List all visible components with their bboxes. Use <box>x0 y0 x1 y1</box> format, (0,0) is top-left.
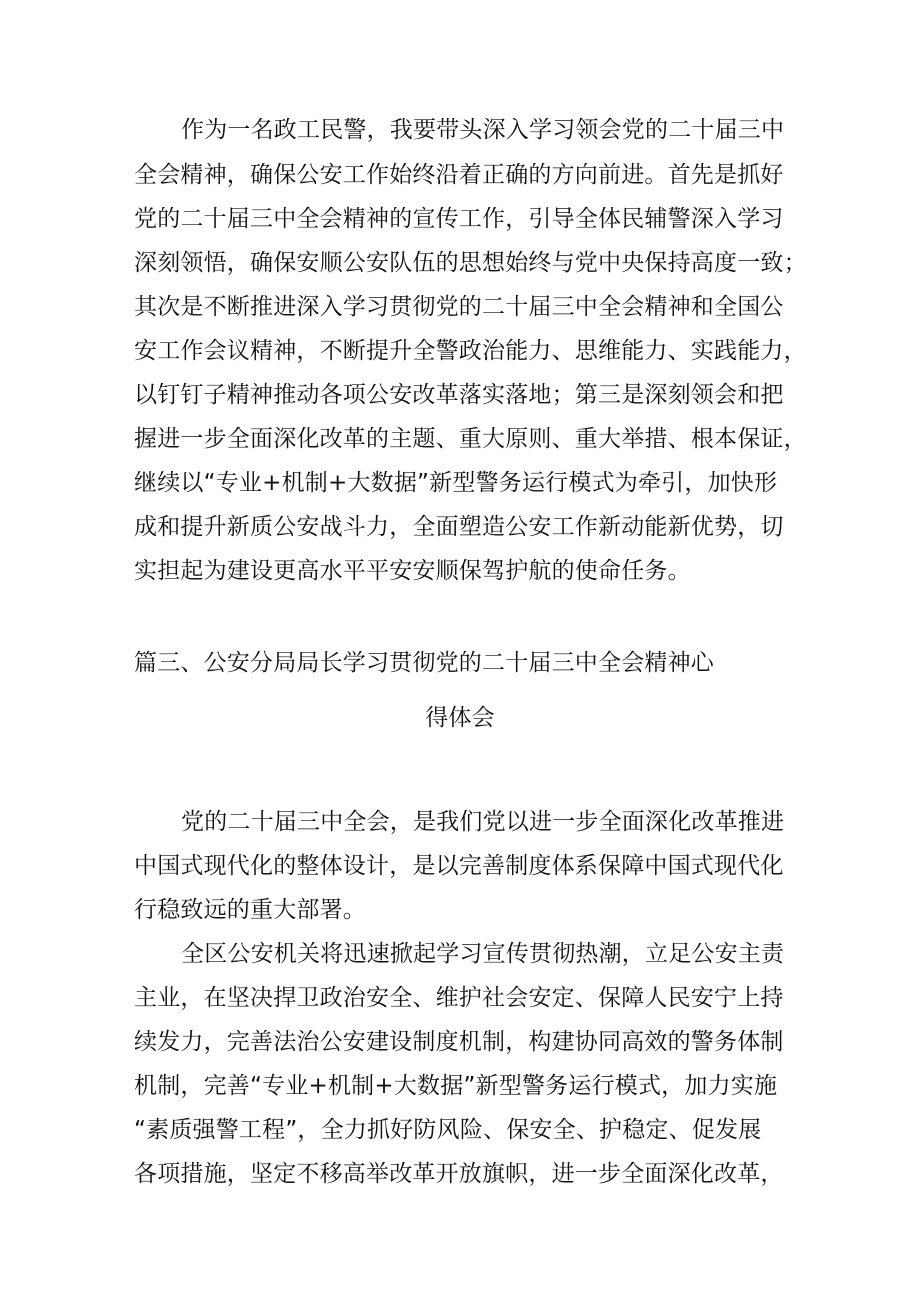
paragraph-line: 实担起为建设更高水平平安安顺保驾护航的使命任务。 <box>134 558 691 584</box>
paragraph-line: 其次是不断推进深入学习贯彻党的二十届三中全会精神和全国公 <box>134 294 784 320</box>
paragraph-line: 作为一名政工民警，我要带头深入学习领会党的二十届三中 <box>181 117 785 143</box>
paragraph-line: 安工作会议精神，不断提升全警政治能力、思维能力、实践能力， <box>134 338 807 364</box>
paragraph-line: 中国式现代化的整体设计，是以完善制度体系保障中国式现代化 <box>134 853 784 879</box>
paragraph-line: 行稳致远的重大部署。 <box>134 897 366 923</box>
paragraph-line: 握进一步全面深化改革的主题、重大原则、重大举措、根本保证， <box>134 426 807 452</box>
paragraph-line: 党的二十届三中全会，是我们党以进一步全面深化改革推进 <box>181 809 785 835</box>
heading-line-2: 得体会 <box>425 705 495 731</box>
paragraph-line: 以钉钉子精神推动各项公安改革落实落地；第三是深刻领会和把 <box>134 382 784 408</box>
paragraph-line: “素质强警工程”，全力抓好防风险、保安全、护稳定、促发展 <box>134 1117 762 1143</box>
paragraph-line: 主业，在坚决捍卫政治安全、维护社会安定、保障人民安宁上持 <box>134 985 784 1011</box>
paragraph-line: 各项措施，坚定不移高举改革开放旗帜，进一步全面深化改革， <box>134 1161 784 1187</box>
heading-line-1: 篇三、公安分局局长学习贯彻党的二十届三中全会精神心 <box>134 650 714 676</box>
paragraph-line: 继续以“专业+机制+大数据”新型警务运行模式为牵引，加快形 <box>134 470 778 496</box>
paragraph-line: 成和提升新质公安战斗力，全面塑造公安工作新动能新优势，切 <box>134 514 784 540</box>
paragraph-line: 全区公安机关将迅速掀起学习宣传贯彻热潮，立足公安主责 <box>181 941 785 967</box>
paragraph-line: 续发力，完善法治公安建设制度机制，构建协同高效的警务体制 <box>134 1029 784 1055</box>
paragraph-line: 深刻领悟，确保安顺公安队伍的思想始终与党中央保持高度一致； <box>134 250 807 276</box>
paragraph-line: 全会精神，确保公安工作始终沿着正确的方向前进。首先是抓好 <box>134 162 784 188</box>
paragraph-line: 党的二十届三中全会精神的宣传工作，引导全体民辅警深入学习 <box>134 206 784 232</box>
paragraph-line: 机制，完善“专业+机制+大数据”新型警务运行模式，加力实施 <box>134 1073 778 1099</box>
